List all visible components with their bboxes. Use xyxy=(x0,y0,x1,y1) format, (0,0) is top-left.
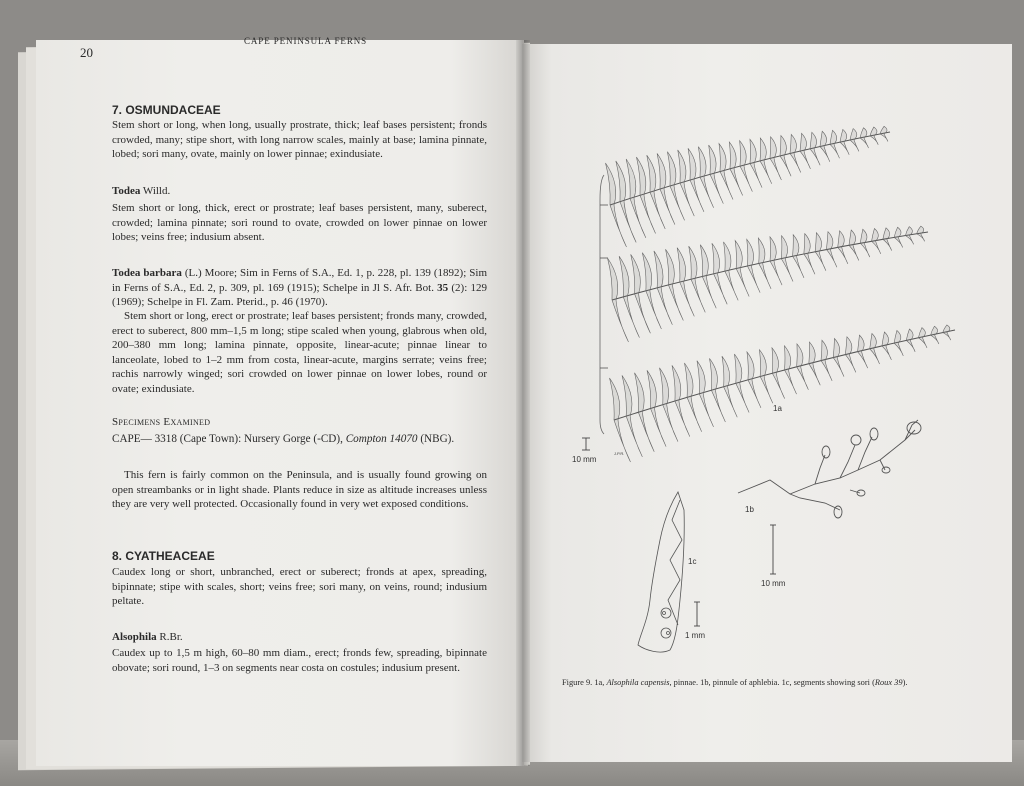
pinnule-segment xyxy=(894,237,903,247)
specimen-locality: CAPE— 3318 (Cape Town): Nursery Gorge (-CD), xyxy=(112,433,346,445)
pinnule-segment xyxy=(797,344,803,367)
pinnule-segment xyxy=(647,155,656,192)
pinnule-segment xyxy=(931,326,938,335)
pinnule-segment xyxy=(830,130,837,144)
pinnule-segment xyxy=(642,253,651,291)
artist-initials: J.P.R. xyxy=(614,451,625,456)
pinnule-segment xyxy=(770,261,782,285)
pinnule-segment xyxy=(709,145,716,174)
specimen-collector: Compton 14070 xyxy=(345,433,418,445)
family-heading-osmundaceae: 7. OSMUNDACEAE xyxy=(112,103,221,117)
pinnule-segment xyxy=(790,153,801,172)
pinnule-segment xyxy=(860,128,867,138)
label-1b: 1b xyxy=(745,505,754,514)
pinnule-segment xyxy=(736,269,749,297)
pinnule-segment xyxy=(820,131,827,146)
specimen-herbarium: (NBG). xyxy=(417,433,455,445)
pinnule-segment xyxy=(882,332,889,346)
pinnule-segment xyxy=(729,142,736,169)
pinnule-segment xyxy=(647,370,656,408)
scale-bars xyxy=(582,438,776,626)
pinnule-segment xyxy=(680,282,695,316)
pinnule-segment xyxy=(689,246,697,279)
pinnule-segment xyxy=(675,401,690,437)
pinnule-segment xyxy=(833,339,839,358)
pinnule-segment xyxy=(850,140,859,151)
pinnule-segment xyxy=(800,133,806,151)
pinnule-segment xyxy=(785,370,797,394)
genus-author-alsophila: R.Br. xyxy=(156,631,183,643)
ecology-notes: This fern is fairly common on the Peninsula, and is usually found growing on open streambanks or in light shade. Plants reduce in size as altitude increases unless they are very well protected. Occasionally found in very wet exposed conditions. xyxy=(112,469,487,510)
pinnule-segment xyxy=(677,248,686,282)
pinnule-segment xyxy=(608,258,618,300)
pinnule-segment xyxy=(740,141,747,166)
caption-prefix: Figure 9. 1a, xyxy=(562,678,607,687)
pinnule-segment xyxy=(747,266,760,293)
pinnule-segment xyxy=(697,361,705,394)
pinnule-segment xyxy=(784,346,790,370)
pinnule-segment xyxy=(626,416,642,457)
pinnule-segment xyxy=(748,380,761,408)
pinnule-segment xyxy=(770,237,776,261)
pinnule-segment xyxy=(838,247,848,263)
pinnae-drawing-1a xyxy=(600,175,608,434)
specimens-heading-text: Specimens Examined xyxy=(112,416,211,428)
caption-collector: Roux 39 xyxy=(874,678,903,687)
caption-middle: , pinnae. 1b, pinnule of aphlebia. 1c, segments showing sori ( xyxy=(669,678,875,687)
scale-label-1a: 10 mm xyxy=(572,455,597,464)
pinnule-segment xyxy=(894,343,903,356)
pinnule-segment xyxy=(858,335,865,352)
pinnule-segment xyxy=(638,412,654,451)
pinnule-segment xyxy=(657,288,672,325)
pinnule-segment xyxy=(849,245,859,260)
osmundaceae-description: Stem short or long, when long, usually prostrate, thick; leaf bases persistent; fronds crowded, many; stipe short, with long narrow scales, mainly at base; lamina pinnate, lobed; sori many, ovate, mainly on lower pinnae; exindusiate. xyxy=(112,119,487,160)
pinnule-segment xyxy=(840,142,849,155)
family-heading-cyatheaceae: 8. CYATHEACEAE xyxy=(112,549,215,563)
pinnule-segment xyxy=(918,338,927,348)
label-1a: 1a xyxy=(773,404,782,413)
pinnule-segment xyxy=(883,228,890,239)
pinnule-segment xyxy=(725,271,738,300)
pinnule-segment xyxy=(906,329,913,340)
pinnule-segment xyxy=(905,236,913,245)
pinnule-segment xyxy=(870,349,880,364)
pinnule-segment xyxy=(845,355,855,373)
pinnule-segment xyxy=(663,405,678,442)
pinnule-segment xyxy=(780,156,791,176)
pinnule-segment xyxy=(797,367,809,390)
pinnule-segment xyxy=(622,375,632,416)
pinnule-segment xyxy=(722,356,730,387)
pinnule-segment xyxy=(760,161,772,184)
pinnule-segment xyxy=(700,177,714,208)
pinnule-segment xyxy=(654,251,663,288)
pinnule-segment xyxy=(758,238,765,263)
citation-part-1: (L.) Moore; Sim in Ferns of S.A., Ed. 1, p. 228, pl. 139 (1892); Sim in Ferns of S.A., Ed. 2, p. 309, pl. 169 (1915); Schelpe in Jl S. Afr. Bot. xyxy=(112,267,487,294)
pinnule-segment xyxy=(770,137,776,159)
pinnule-segment xyxy=(606,163,616,205)
pinnule-segment xyxy=(860,138,869,148)
pinnule-segment xyxy=(687,397,702,431)
pinnule-segment xyxy=(734,354,741,383)
species-name-todea-barbara: Todea barbara xyxy=(112,267,182,279)
pinnule-segment xyxy=(870,127,877,136)
todea-description: Stem short or long, thick, erect or prostrate; leaf bases persistent, many, suberect, crowded; lamina pinnate; sori round to ovate, crowded on lower pinnae on lower lobes; veins free; indusium absent. xyxy=(112,202,487,243)
pinnule-segment xyxy=(872,241,881,254)
pinnule-segment xyxy=(770,158,781,180)
pinnule-segment xyxy=(905,227,912,236)
pinnule-segment xyxy=(684,363,693,397)
pinnule-segment xyxy=(830,144,839,158)
pinnule-segment xyxy=(793,235,799,257)
pinnule-segment xyxy=(680,183,694,216)
pinnule-segment xyxy=(724,387,738,418)
pinnule-segment xyxy=(660,189,675,225)
pinnule-segment xyxy=(809,342,815,364)
pinnule-segment xyxy=(702,276,716,308)
pinnule-segment xyxy=(670,186,685,220)
pinnule-segment xyxy=(793,256,804,278)
pinnule-segment xyxy=(760,377,773,404)
pinnule-segment xyxy=(657,153,666,189)
pinnule-segment xyxy=(815,233,821,252)
pinnule-segment xyxy=(780,136,786,156)
caption-suffix: ). xyxy=(902,678,908,687)
pinnule-segment xyxy=(623,297,639,338)
caption-species: Alsophila capensis xyxy=(606,678,670,687)
pinnule-segment xyxy=(635,294,651,333)
pinnule-segment xyxy=(626,159,636,198)
pinnule-segment xyxy=(781,236,787,259)
pinnule-segment xyxy=(688,148,696,180)
pinnule-segment xyxy=(849,230,856,245)
pinnule-segment xyxy=(610,378,620,420)
pinnule-segment xyxy=(858,352,868,369)
pinnule-segment xyxy=(931,335,939,344)
pinnule-segment xyxy=(659,368,668,405)
pinnule-segment xyxy=(750,164,762,188)
pinnule-segment xyxy=(894,330,901,343)
pinnule-segment xyxy=(719,144,726,172)
pinnule-segment xyxy=(790,134,796,153)
pinnule-segment xyxy=(906,340,915,351)
pinnule-segment xyxy=(826,232,832,250)
pinnule-segment xyxy=(720,172,733,200)
pinnule-segment xyxy=(883,239,892,250)
pinnule-segment xyxy=(860,229,867,243)
todea-barbara-description: Stem short or long, erect or prostrate; leaf bases persistent; fronds many, crowded, erect to suberect, 800 mm–1,5 m long; stipe scaled when young, glabrous when old, 200–380 mm long; lamina pinnate, opposite, linear-acute; pinnae linear to lanceolate, lobed to 1–2 mm from costa, linear-acute, margins serrate; veins free; rachis narrowly winged; sori crowded on lower pinnae on lower lobes, round or ovate; exindusiate. xyxy=(112,310,487,395)
pinnule-segment xyxy=(821,361,832,381)
genus-name-todea: Todea xyxy=(112,185,141,197)
genus-author-todea: Willd. xyxy=(140,185,171,197)
pinnule-segment xyxy=(736,383,749,412)
pinnule-segment xyxy=(860,243,869,257)
pinnule-segment xyxy=(691,279,705,312)
pinnule-segment xyxy=(747,239,754,266)
pinnule-segment xyxy=(634,373,644,412)
pinnule-segment xyxy=(616,161,626,202)
pinnule-segment xyxy=(699,394,713,427)
pinnule-segment xyxy=(735,241,742,269)
page-number: 20 xyxy=(80,45,93,60)
pinnule-segment xyxy=(781,259,793,282)
citation-part-2: (2): 129 (1969); Schelpe in Fl. Zam. Pterid., p. 46 (1970). xyxy=(112,281,487,308)
pinnule-segment xyxy=(917,234,925,242)
pinnule-segment xyxy=(714,274,728,305)
pinnule-segment xyxy=(804,254,815,274)
scale-label-1c: 1 mm xyxy=(685,631,705,640)
label-1c: 1c xyxy=(688,557,697,566)
pinnule-segment xyxy=(612,300,629,342)
pinnule-segment xyxy=(833,358,844,377)
pinnule-segment xyxy=(619,256,629,297)
pinnule-segment xyxy=(882,346,891,360)
pinnule-segment xyxy=(772,373,784,398)
segment-drawing-1c xyxy=(638,492,684,652)
pinnule-segment xyxy=(698,147,706,178)
pinnule-segment xyxy=(667,152,676,186)
aphlebia-drawing-1b xyxy=(738,420,921,518)
pinnule-segment xyxy=(838,231,845,248)
pinnule-segment xyxy=(666,249,675,285)
pinnule-segment xyxy=(636,157,645,195)
pinnule-segment xyxy=(668,285,683,321)
pinnule-segment xyxy=(840,129,847,142)
pinnule-segment xyxy=(710,174,723,203)
pinnule-segment xyxy=(820,147,830,162)
pinnule-segment xyxy=(747,352,754,380)
pinnule-segment xyxy=(760,138,766,161)
pinnule-segment xyxy=(672,365,681,401)
pinnule-segment xyxy=(894,227,901,237)
pinnule-segment xyxy=(678,150,686,183)
pinnule-segment xyxy=(826,249,836,267)
pinnule-segment xyxy=(821,340,827,360)
pinnule-segment xyxy=(709,358,717,390)
pinnule-segment xyxy=(870,136,878,145)
pinnule-segment xyxy=(880,134,888,142)
pinnule-segment xyxy=(809,364,820,386)
citation-volume: 35 xyxy=(437,281,449,294)
cyatheaceae-description: Caudex long or short, unbranched, erect or suberect; fronds at apex, spreading, bipinnate; stipe with scales, short; veins free; sori many, on veins, round; indusium peltate. xyxy=(112,566,487,607)
running-head: CAPE PENINSULA FERNS xyxy=(244,36,368,46)
pinnule-segment xyxy=(872,229,879,242)
pinnule-segment xyxy=(810,149,820,166)
pinnule-segment xyxy=(845,337,851,355)
pinnule-segment xyxy=(750,139,756,163)
pinnule-segment xyxy=(700,245,708,277)
pinnule-segment xyxy=(651,408,667,446)
pinnule-segment xyxy=(724,242,731,271)
pinnule-segment xyxy=(810,132,817,149)
figure-caption xyxy=(562,678,907,687)
pinnule-segment xyxy=(815,252,826,271)
pinnule-segment xyxy=(772,348,779,373)
pinnule-segment xyxy=(918,328,925,338)
pinnule-segment xyxy=(800,151,810,169)
pinnule-segment xyxy=(740,166,752,191)
pinnule-segment xyxy=(711,390,725,422)
pinnule-segment xyxy=(730,169,743,196)
pinnule-segment xyxy=(646,291,662,329)
alsophila-description: Caudex up to 1,5 m high, 60–80 mm diam., erect; fronds few, spreading, bipinnate obovate; sori round, 1–3 on segments near costa on costules; indusium present. xyxy=(112,647,487,674)
pinnule-segment xyxy=(804,234,810,254)
pinnule-segment xyxy=(712,243,720,274)
pinnule-segment xyxy=(650,192,665,229)
pinnule-segment xyxy=(870,334,877,349)
pinnule-segment xyxy=(690,180,704,212)
scale-label-1b: 10 mm xyxy=(761,579,786,588)
pinnule-segment xyxy=(631,254,641,293)
pinnule-segment xyxy=(759,263,771,288)
genus-name-alsophila: Alsophila xyxy=(112,631,157,643)
pinnule-segment xyxy=(943,333,951,341)
pinnule-segment xyxy=(850,129,857,140)
pinnule-segment xyxy=(759,350,766,377)
